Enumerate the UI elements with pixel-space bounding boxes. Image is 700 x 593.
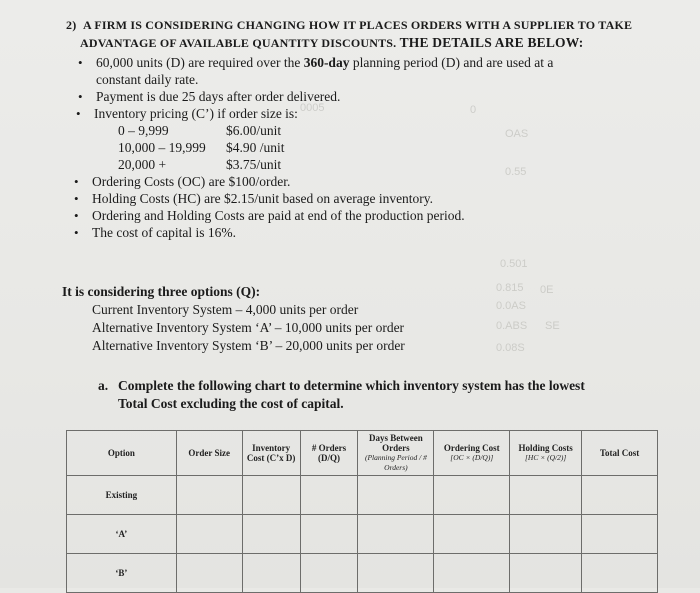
bleed-through-mark: 0005	[300, 102, 325, 114]
header-oc-b: [OC × (D/Q)]	[450, 453, 494, 462]
pricing-price: $6.00/unit	[226, 123, 282, 138]
bleed-through-mark: 0.501	[500, 258, 528, 270]
bleed-through-mark: 0.55	[505, 166, 527, 178]
header-oc-a: Ordering Cost	[443, 443, 500, 453]
pricing-tier-0	[74, 122, 634, 139]
bullet-ordering: • Ordering Costs (OC) are $100/order.	[70, 173, 630, 190]
bullet-demand-text: 60,000 units (D) are required over the	[96, 55, 304, 70]
row-label-b: ‘B’	[67, 554, 177, 593]
bullet-capital: • The cost of capital is 16%.	[70, 224, 630, 241]
header-option: Option	[67, 431, 177, 476]
option-item-existing: Current Inventory System – 4,000 units per order	[92, 302, 359, 317]
bleed-through-mark: 0E	[540, 284, 554, 296]
header-total-cost: Total Cost	[582, 431, 658, 476]
table-header-row	[67, 431, 658, 476]
cell-total-cost[interactable]	[582, 515, 658, 554]
header-orders-a: # Orders	[311, 443, 347, 453]
cell-holding-cost[interactable]	[510, 515, 582, 554]
cell-orders[interactable]	[300, 554, 358, 593]
table-row	[67, 476, 658, 515]
bleed-through-mark: 0.08S	[496, 342, 525, 354]
header-hc-b: [HC × (Q/2)]	[525, 453, 567, 462]
bullet-demand-text-2: planning period (D) and are used at a	[349, 55, 554, 70]
header-orders	[300, 431, 358, 476]
bullet-pricing: • Inventory pricing (C’) if order size is:	[72, 105, 632, 122]
header-days-a: Days Between	[369, 433, 423, 443]
bleed-through-mark: 0	[470, 104, 477, 116]
header-days-between	[358, 431, 434, 476]
table-row	[67, 515, 658, 554]
cell-total-cost[interactable]	[582, 554, 658, 593]
header-inventory-cost-a: Inventory	[252, 443, 291, 453]
bleed-through-mark: 0.0AS	[496, 300, 526, 312]
problem-title-line2-b: THE DETAILS ARE BELOW:	[399, 35, 584, 50]
problem-title-line1: A FIRM IS CONSIDERING CHANGING HOW IT PLACES ORDERS WITH A SUPPLIER TO TAKE	[82, 18, 633, 32]
cell-ordering-cost[interactable]	[434, 554, 510, 593]
cell-days-between[interactable]	[358, 515, 434, 554]
row-label-a: ‘A’	[67, 515, 177, 554]
pricing-range: 10,000 – 19,999	[118, 140, 206, 155]
option-item-a: Alternative Inventory System ‘A’ – 10,000 units per order	[92, 320, 405, 335]
cell-days-between[interactable]	[358, 554, 434, 593]
cell-ordering-cost[interactable]	[434, 515, 510, 554]
cell-orders[interactable]	[300, 476, 358, 515]
cell-orders[interactable]	[300, 515, 358, 554]
header-orders-b: (D/Q)	[318, 453, 341, 463]
cell-inventory-cost[interactable]	[242, 515, 300, 554]
pricing-range: 0 – 9,999	[118, 123, 169, 138]
cell-order-size[interactable]	[176, 476, 242, 515]
pricing-tier-1	[74, 139, 634, 156]
cell-inventory-cost[interactable]	[242, 476, 300, 515]
cell-ordering-cost[interactable]	[434, 476, 510, 515]
header-holding-cost	[510, 431, 582, 476]
cell-order-size[interactable]	[176, 515, 242, 554]
options-list	[92, 301, 405, 355]
details-list	[74, 54, 634, 241]
question-label: a.	[98, 378, 109, 393]
problem-title-line2: ADVANTAGE OF AVAILABLE QUANTITY DISCOUNTS.	[80, 36, 397, 50]
pricing-price: $3.75/unit	[226, 157, 282, 172]
bullet-paid: • Ordering and Holding Costs are paid at end of the production period.	[70, 207, 630, 224]
cell-order-size[interactable]	[176, 554, 242, 593]
header-inventory-cost	[242, 431, 300, 476]
options-heading: It is considering three options (Q):	[62, 284, 261, 299]
row-label-existing: Existing	[67, 476, 177, 515]
question-line2: Total Cost excluding the cost of capital.	[118, 396, 344, 411]
bleed-through-mark: OAS	[505, 128, 529, 140]
problem-title	[66, 16, 666, 52]
cell-inventory-cost[interactable]	[242, 554, 300, 593]
cell-total-cost[interactable]	[582, 476, 658, 515]
pricing-price: $4.90 /unit	[226, 140, 285, 155]
bullet-demand	[74, 54, 634, 71]
bleed-through-mark: 0.ABS	[496, 320, 528, 332]
cost-chart-table	[66, 430, 658, 593]
header-ordering-cost	[434, 431, 510, 476]
header-inventory-cost-b: Cost (C’x D)	[246, 453, 296, 463]
bullet-payment: • Payment is due 25 days after order delivered.	[74, 88, 634, 105]
cell-holding-cost[interactable]	[510, 554, 582, 593]
header-days-b: Orders	[382, 443, 410, 453]
bleed-through-mark: SE	[545, 320, 560, 332]
bullet-demand-days: 360-day	[303, 55, 350, 70]
table-row	[67, 554, 658, 593]
pricing-range: 20,000 +	[118, 157, 167, 172]
header-days-c: (Planning Period / # Orders)	[364, 453, 427, 472]
bleed-through-mark: 0.815	[496, 282, 524, 294]
bullet-demand-cont: constant daily rate.	[96, 72, 199, 87]
cell-days-between[interactable]	[358, 476, 434, 515]
question-line1: Complete the following chart to determine which inventory system has the lowest	[118, 378, 585, 393]
option-item-b: Alternative Inventory System ‘B’ – 20,000 units per order	[92, 338, 405, 353]
pricing-tier-2	[74, 156, 634, 173]
bullet-holding: • Holding Costs (HC) are $2.15/unit based on average inventory.	[70, 190, 630, 207]
header-order-size: Order Size	[176, 431, 242, 476]
problem-number: 2)	[66, 18, 77, 32]
header-hc-a: Holding Costs	[518, 443, 573, 453]
cell-holding-cost[interactable]	[510, 476, 582, 515]
